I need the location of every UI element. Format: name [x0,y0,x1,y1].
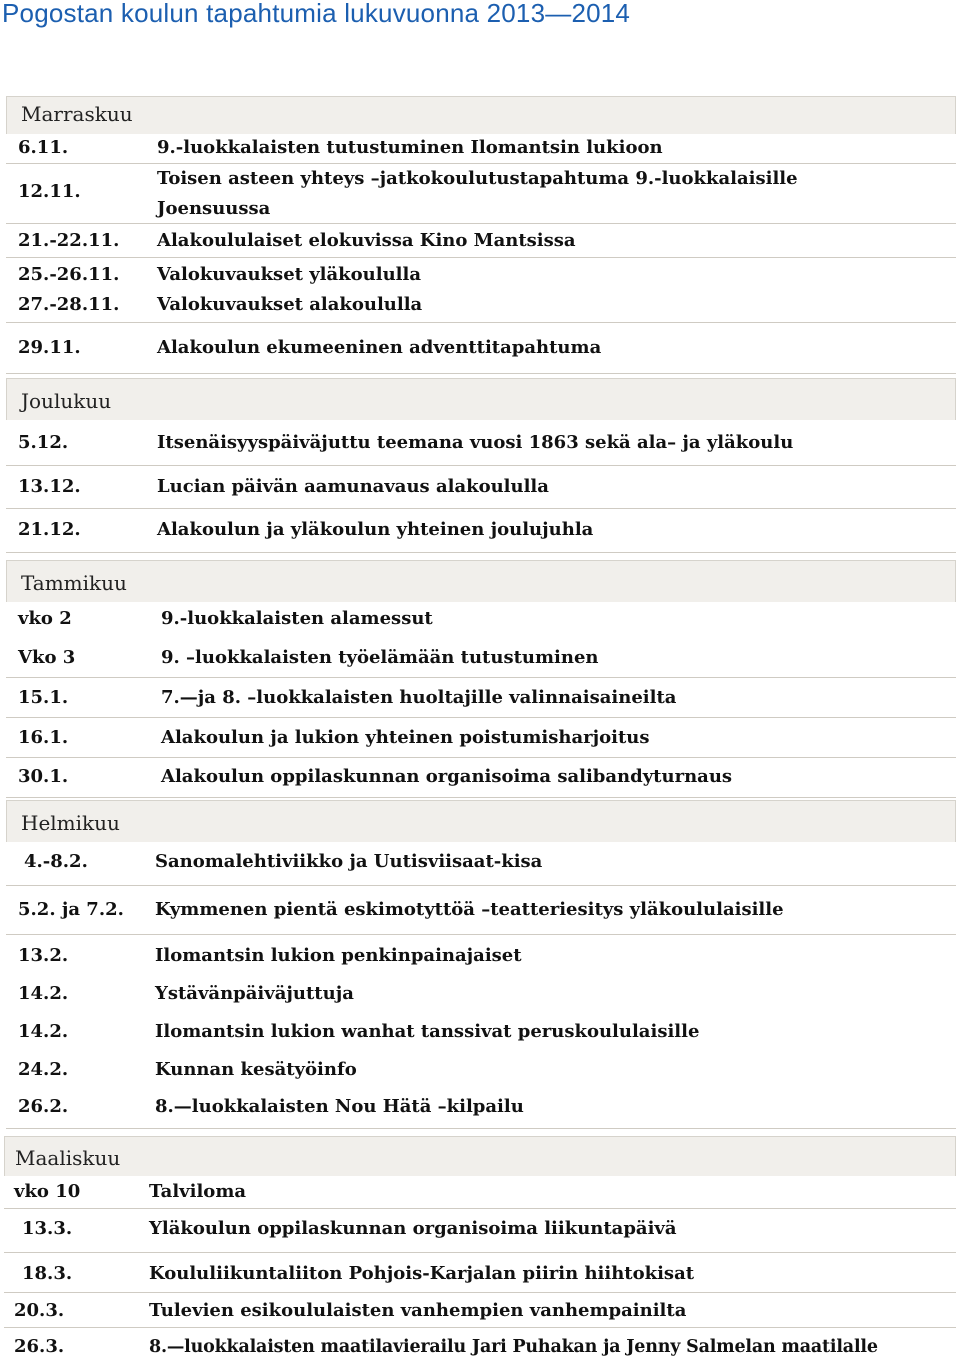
event-text: 7.—ja 8. –luokkalaisten huoltajille valinnaisaineilta [161,687,677,708]
event-text: Kymmenen pientä eskimotyttöä –teatteriesitys yläkoululaisille [155,899,784,920]
event-text: Lucian päivän aamunavaus alakoululla [157,476,549,497]
event-text: Alakoulun ekumeeninen adventtitapahtuma [157,337,602,358]
row-divider [6,223,956,224]
month-header-tammikuu [6,560,956,602]
event-text: Valokuvaukset yläkoululla [157,264,422,285]
month-header-maaliskuu [4,1136,956,1176]
event-date: 26.3. [14,1336,65,1357]
event-text: Alakoulun ja yläkoulun yhteinen joulujuhla [157,519,594,540]
event-text: Alakoulun oppilaskunnan organisoima salibandyturnaus [161,766,733,787]
event-text: Koululiikuntaliiton Pohjois-Karjalan piirin hiihtokisat [149,1263,695,1284]
event-date: 5.2. ja 7.2. [18,899,124,920]
event-text: Sanomalehtiviikko ja Uutisviisaat-kisa [155,851,543,872]
event-date: 27.-28.11. [18,294,120,315]
event-text: 9. –luokkalaisten työelämään tutustuminen [161,647,599,668]
row-divider [4,1208,956,1209]
event-text: 8.—luokkalaisten Nou Hätä –kilpailu [155,1096,524,1117]
event-date: 6.11. [18,137,69,158]
month-name: Marraskuu [21,102,133,126]
row-divider [6,717,956,718]
event-date: 18.3. [22,1263,73,1284]
event-date: 25.-26.11. [18,264,120,285]
event-date: 29.11. [18,337,81,358]
event-text: Alakoulun ja lukion yhteinen poistumisharjoitus [161,727,650,748]
month-header-helmikuu [6,800,956,842]
month-name: Joulukuu [21,389,112,413]
row-divider [6,677,956,678]
month-name: Helmikuu [21,811,120,835]
event-text: Ilomantsin lukion penkinpainajaiset [155,945,522,966]
row-divider [6,322,956,323]
row-divider [4,1252,956,1253]
row-divider [4,1327,956,1328]
event-date: Vko 3 [18,647,76,668]
month-name: Maaliskuu [15,1146,121,1170]
event-text: Yläkoulun oppilaskunnan organisoima liikuntapäivä [149,1218,677,1239]
event-date: 30.1. [18,766,69,787]
event-text: 9.-luokkalaisten alamessut [161,608,433,629]
row-divider [6,797,956,798]
row-divider [6,1128,956,1129]
event-date: vko 2 [18,608,72,629]
event-text: Tulevien esikoululaisten vanhempien vanhempainilta [149,1300,687,1321]
event-date: 21.-22.11. [18,230,120,251]
month-header-marraskuu [6,96,956,134]
event-date: 15.1. [18,687,69,708]
row-divider [6,552,956,553]
event-date: 16.1. [18,727,69,748]
event-date: 13.12. [18,476,81,497]
event-date: 12.11. [18,181,81,202]
page-title: Pogostan koulun tapahtumia lukuvuonna 2013—2014 [2,0,631,28]
row-divider [4,1292,956,1293]
event-text: Ystävänpäiväjuttuja [155,983,354,1004]
row-divider [6,465,956,466]
event-date: 26.2. [18,1096,69,1117]
event-date: 14.2. [18,1021,69,1042]
event-date: 20.3. [14,1300,65,1321]
event-text: Valokuvaukset alakoululla [157,294,423,315]
event-date: 13.2. [18,945,69,966]
event-text: Talviloma [149,1181,247,1202]
event-text: Kunnan kesätyöinfo [155,1059,357,1080]
row-divider [6,257,956,258]
event-date: 5.12. [18,432,69,453]
event-date: 13.3. [22,1218,73,1239]
row-divider [6,373,956,374]
row-divider [6,885,956,886]
event-text: Alakoululaiset elokuvissa Kino Mantsissa [157,230,576,251]
row-divider [6,757,956,758]
event-text: Itsenäisyyspäiväjuttu teemana vuosi 1863 sekä ala– ja yläkoulu [157,432,794,453]
event-date: 21.12. [18,519,81,540]
row-divider [6,934,956,935]
event-text: Ilomantsin lukion wanhat tanssivat peruskoululaisille [155,1021,700,1042]
event-text: 9.-luokkalaisten tutustuminen Ilomantsin lukioon [157,137,663,158]
month-header-joulukuu [6,378,956,420]
row-divider [6,508,956,509]
event-date: 24.2. [18,1059,69,1080]
event-text: Toisen asteen yhteys –jatkokoulutustapahtuma 9.-luokkalaisille Joensuussa [157,168,798,219]
month-name: Tammikuu [21,571,127,595]
event-date: vko 10 [14,1181,81,1202]
event-date: 14.2. [18,983,69,1004]
event-text: 8.—luokkalaisten maatilavierailu Jari Puhakan ja Jenny Salmelan maatilalle [149,1337,878,1357]
event-date: 4.-8.2. [24,851,88,872]
